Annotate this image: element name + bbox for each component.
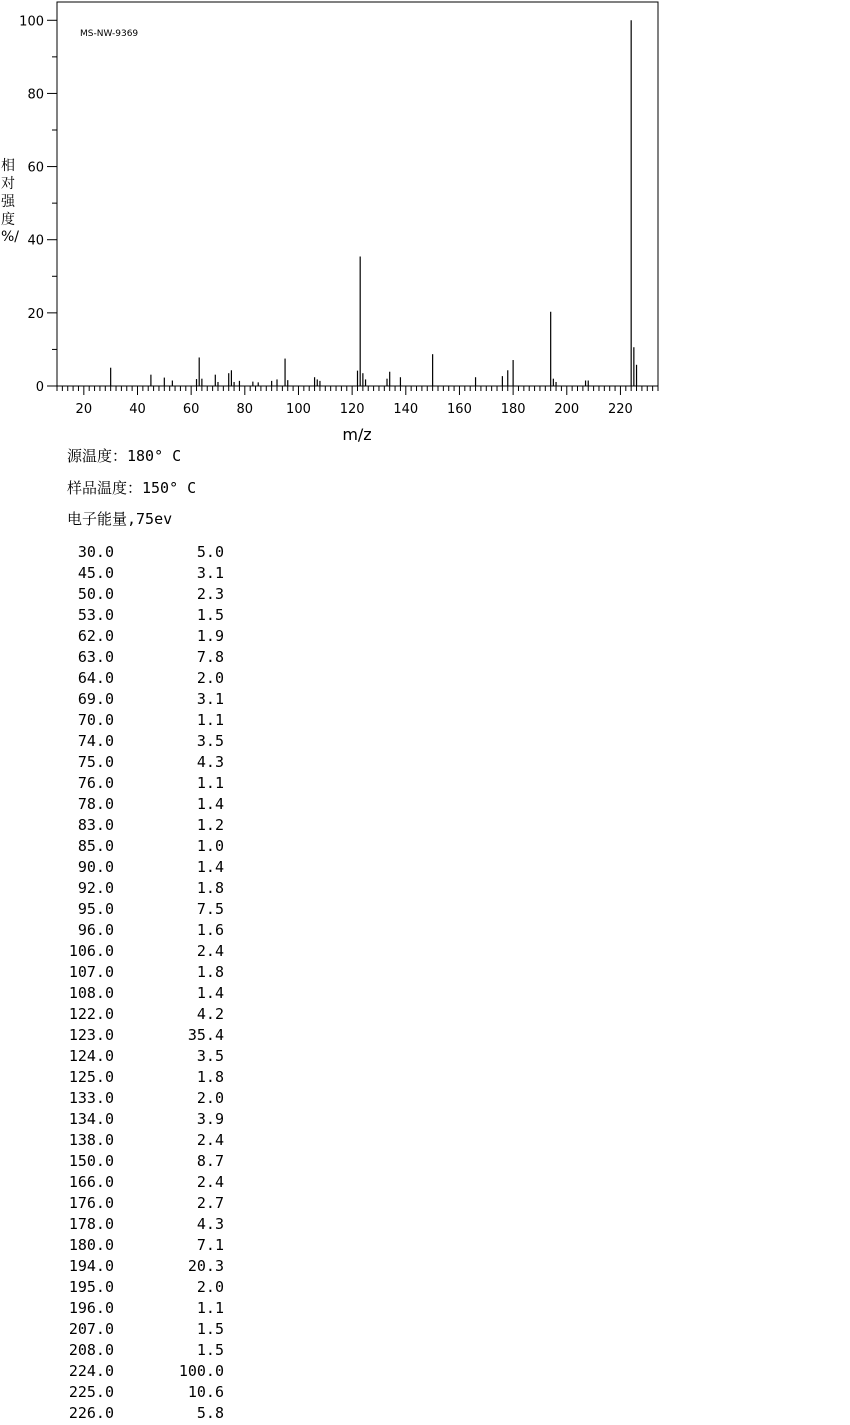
peak-mz-value: 69.0 [77, 690, 114, 708]
peak-row [0, 921, 240, 942]
peak-intensity-value: 2.4 [196, 1173, 224, 1191]
peak-intensity-value: 3.5 [196, 732, 224, 750]
peak-mz-value: 138.0 [68, 1131, 114, 1149]
peak-mz-value: 50.0 [77, 585, 114, 603]
y-tick-label: 20 [27, 306, 44, 322]
peak-row [0, 543, 240, 564]
peak-intensity-value: 2.0 [196, 1089, 224, 1107]
peak-row [0, 564, 240, 585]
peak-mz-value: 194.0 [68, 1257, 114, 1275]
peak-intensity-value: 1.2 [196, 816, 224, 834]
peak-row [0, 585, 240, 606]
source-temperature: 源温度：180° C [67, 447, 182, 465]
peak-row [0, 669, 240, 690]
y-minor-ticks [52, 57, 57, 350]
peak-row [0, 1341, 240, 1362]
peak-intensity-value: 1.8 [196, 963, 224, 981]
peak-row [0, 774, 240, 795]
peak-intensity-value: 1.1 [196, 1299, 224, 1317]
peak-row [0, 1299, 240, 1320]
peak-mz-value: 122.0 [68, 1005, 114, 1023]
x-tick-label: 80 [236, 402, 254, 417]
peak-mz-value: 70.0 [77, 711, 114, 729]
peak-row [0, 1194, 240, 1215]
peak-intensity-value: 3.1 [196, 564, 224, 582]
peak-row [0, 1152, 240, 1173]
peak-row [0, 1089, 240, 1110]
peak-intensity-value: 1.6 [196, 921, 224, 939]
peak-row [0, 816, 240, 837]
spectrum-peaks [111, 20, 637, 386]
peak-intensity-value: 1.8 [196, 1068, 224, 1086]
peak-mz-value: 134.0 [68, 1110, 114, 1128]
peak-row [0, 1131, 240, 1152]
peak-row [0, 648, 240, 669]
peak-intensity-value: 1.5 [196, 1341, 224, 1359]
peak-row [0, 900, 240, 921]
peak-mz-value: 30.0 [77, 543, 114, 561]
peak-mz-value: 180.0 [68, 1236, 114, 1254]
peak-mz-value: 53.0 [77, 606, 114, 624]
peak-mz-value: 225.0 [68, 1383, 114, 1401]
peak-mz-value: 76.0 [77, 774, 114, 792]
peak-mz-value: 150.0 [68, 1152, 114, 1170]
peak-row [0, 942, 240, 963]
y-tick-label: 100 [19, 14, 44, 30]
peak-mz-value: 166.0 [68, 1173, 114, 1191]
y-tick-label: 40 [27, 233, 44, 249]
y-tick-label: 0 [35, 380, 44, 395]
peak-mz-value: 75.0 [77, 753, 114, 771]
x-tick-label: 20 [75, 402, 93, 417]
peak-mz-value: 107.0 [68, 963, 114, 981]
peak-row [0, 1257, 240, 1278]
y-axis-label-char: 相 [1, 158, 15, 174]
peak-mz-value: 95.0 [77, 900, 114, 918]
peak-intensity-value: 4.2 [196, 1005, 224, 1023]
peak-row [0, 690, 240, 711]
peak-mz-value: 92.0 [77, 879, 114, 897]
peak-intensity-value: 1.4 [196, 858, 224, 876]
peak-intensity-value: 1.4 [196, 984, 224, 1002]
plot-frame [57, 2, 658, 386]
peak-mz-value: 106.0 [68, 942, 114, 960]
y-axis-label-char: 对 [1, 176, 15, 192]
peak-intensity-value: 7.5 [196, 900, 224, 918]
x-minor-ticks [57, 386, 658, 391]
y-axis-label-char: %/ [1, 229, 20, 245]
x-tick-label: 100 [286, 402, 311, 417]
peak-row [0, 711, 240, 732]
chart-title: MS-NW-9369 [80, 29, 139, 39]
peak-intensity-value: 1.1 [196, 774, 224, 792]
peak-intensity-value: 1.9 [196, 627, 224, 645]
peak-row [0, 858, 240, 879]
peak-intensity-value: 1.5 [196, 606, 224, 624]
peak-row [0, 1362, 240, 1383]
peak-intensity-value: 1.5 [196, 1320, 224, 1338]
peak-mz-value: 207.0 [68, 1320, 114, 1338]
peak-intensity-value: 35.4 [187, 1026, 224, 1044]
peak-row [0, 963, 240, 984]
x-tick-label: 60 [182, 402, 200, 417]
peak-intensity-value: 1.8 [196, 879, 224, 897]
electron-energy: 电子能量,75ev [67, 510, 173, 528]
peak-mz-value: 123.0 [68, 1026, 114, 1044]
peak-row [0, 1173, 240, 1194]
peak-mz-value: 78.0 [77, 795, 114, 813]
peak-row [0, 837, 240, 858]
peak-mz-value: 226.0 [68, 1404, 114, 1422]
peak-intensity-value: 1.0 [196, 837, 224, 855]
y-axis-ticks [19, 14, 57, 395]
peak-mz-value: 108.0 [68, 984, 114, 1002]
peak-mz-value: 74.0 [77, 732, 114, 750]
peak-mz-value: 85.0 [77, 837, 114, 855]
peak-row [0, 1068, 240, 1089]
x-tick-label: 180 [500, 402, 526, 417]
peak-row [0, 1320, 240, 1341]
peak-mz-value: 83.0 [77, 816, 114, 834]
peak-row [0, 1026, 240, 1047]
peak-row [0, 984, 240, 1005]
peak-intensity-value: 5.8 [196, 1404, 224, 1422]
y-axis-label-char: 度 [1, 212, 15, 228]
peak-intensity-value: 8.7 [196, 1152, 224, 1170]
peak-mz-value: 196.0 [68, 1299, 114, 1317]
peak-intensity-value: 1.4 [196, 795, 224, 813]
x-tick-label: 140 [393, 402, 419, 417]
peak-mz-value: 133.0 [68, 1089, 114, 1107]
peak-mz-value: 96.0 [77, 921, 114, 939]
peak-intensity-value: 2.3 [196, 585, 224, 603]
peak-mz-value: 124.0 [68, 1047, 114, 1065]
peak-mz-value: 63.0 [77, 648, 114, 666]
x-tick-label: 160 [447, 402, 472, 417]
x-tick-label: 220 [608, 402, 633, 417]
peak-mz-value: 208.0 [68, 1341, 114, 1359]
peak-row [0, 879, 240, 900]
sample-temperature: 样品温度：150° C [67, 479, 197, 497]
peak-intensity-value: 2.7 [196, 1194, 224, 1212]
peak-row [0, 1215, 240, 1236]
peak-row [0, 732, 240, 753]
mass-spectrum-chart [0, 0, 850, 445]
y-tick-label: 60 [27, 160, 44, 176]
peak-intensity-value: 1.1 [196, 711, 224, 729]
x-tick-label: 40 [129, 402, 146, 417]
peak-row [0, 1404, 240, 1425]
peak-intensity-value: 5.0 [196, 543, 224, 561]
peak-intensity-value: 10.6 [187, 1383, 224, 1401]
peak-intensity-value: 2.0 [196, 1278, 224, 1296]
peak-mz-value: 45.0 [77, 564, 114, 582]
peak-row [0, 795, 240, 816]
x-tick-label: 200 [554, 402, 580, 417]
y-axis-label-char: 强 [1, 194, 15, 210]
peak-intensity-value: 100.0 [178, 1362, 224, 1380]
peak-mz-value: 224.0 [68, 1362, 114, 1380]
peak-intensity-value: 4.3 [196, 1215, 224, 1233]
peak-row [0, 627, 240, 648]
peak-intensity-value: 3.9 [196, 1110, 224, 1128]
peak-row [0, 1383, 240, 1404]
peak-row [0, 1005, 240, 1026]
peak-intensity-value: 4.3 [196, 753, 224, 771]
peak-mz-value: 64.0 [77, 669, 114, 687]
peak-intensity-value: 7.8 [196, 648, 224, 666]
peak-mz-value: 125.0 [68, 1068, 114, 1086]
peak-intensity-value: 2.4 [196, 1131, 224, 1149]
peak-intensity-value: 2.4 [196, 942, 224, 960]
peak-mz-value: 90.0 [77, 858, 114, 876]
peak-mz-value: 62.0 [77, 627, 114, 645]
x-tick-label: 120 [339, 402, 365, 417]
y-tick-label: 80 [27, 87, 44, 103]
peak-row [0, 753, 240, 774]
peak-row [0, 1047, 240, 1068]
peak-intensity-value: 2.0 [196, 669, 224, 687]
peak-intensity-value: 3.5 [196, 1047, 224, 1065]
peak-intensity-value: 7.1 [196, 1236, 224, 1254]
peak-row [0, 1110, 240, 1131]
peak-intensity-value: 3.1 [196, 690, 224, 708]
peak-row [0, 1278, 240, 1299]
peak-mz-value: 176.0 [68, 1194, 114, 1212]
peak-row [0, 606, 240, 627]
x-axis-label: m/z [342, 425, 372, 444]
peak-mz-value: 195.0 [68, 1278, 114, 1296]
peak-mz-value: 178.0 [68, 1215, 114, 1233]
peak-intensity-value: 20.3 [187, 1257, 224, 1275]
peak-row [0, 1236, 240, 1257]
